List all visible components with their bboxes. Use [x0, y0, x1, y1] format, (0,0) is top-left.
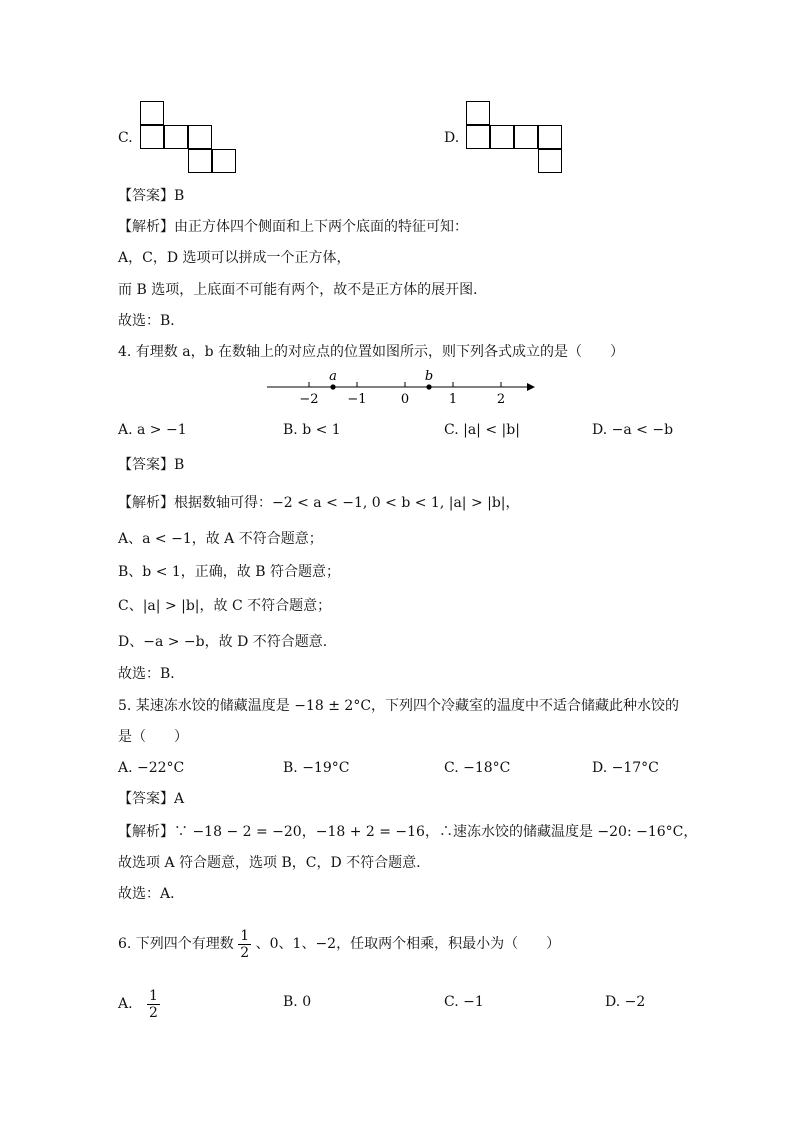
q4-analysis: 【解析】根据数轴可得：−2 < a < −1, 0 < b < 1, |a| > |b|，	[118, 495, 520, 511]
q5-conclusion: 故选：A．	[118, 886, 185, 902]
fraction-denominator: 2	[149, 1004, 158, 1021]
net-square	[514, 125, 538, 149]
q4-conclusion: 故选：B．	[118, 666, 185, 682]
q6-option-d: D. −2	[605, 994, 646, 1010]
q4-analysis-c: C、|a| > |b|，故 C 不符合题意；	[118, 598, 332, 614]
number-line-tick-label: 0	[400, 392, 410, 407]
number-line-arrow	[527, 383, 535, 391]
q4-answer: 【答案】B	[118, 457, 185, 473]
q5-analysis-line-2: 故选项 A 符合题意，选项 B，C，D 不符合题意.	[118, 855, 421, 871]
q6-stem-suffix: 、0、1、−2，任取两个相乘，积最小为（ ）	[255, 936, 561, 952]
net-square	[164, 125, 188, 149]
net-square	[490, 125, 514, 149]
q6-option-b: B. 0	[283, 994, 312, 1010]
q4-option-d: D. −a < −b	[592, 422, 674, 438]
option-c-label: C.	[118, 130, 133, 146]
q6-option-c: C. −1	[444, 994, 484, 1010]
q3-conclusion: 故选：B．	[118, 313, 185, 329]
q3-analysis: 【解析】由正方体四个侧面和上下两个底面的特征可知：	[118, 219, 468, 235]
q4-analysis-a: A、a < −1，故 A 不符合题意；	[118, 531, 323, 547]
q5-answer: 【答案】A	[118, 791, 185, 807]
number-line-tick-label: 1	[448, 392, 458, 407]
net-square	[212, 149, 236, 173]
cube-net-d	[466, 101, 566, 175]
q4-option-a: A. a > −1	[118, 422, 187, 438]
q5-option-c: C. −18°C	[444, 760, 511, 776]
q6-option-a	[118, 986, 160, 1022]
fraction-one-half	[147, 988, 160, 1021]
net-square	[538, 149, 562, 173]
q4-option-b: B. b < 1	[283, 422, 341, 438]
number-line-tick-label: −1	[347, 392, 367, 407]
q5-option-d: D. −17°C	[592, 760, 659, 776]
fraction-denominator: 2	[240, 944, 250, 961]
q5-stem: 5. 某速冻水饺的储藏温度是 −18 ± 2°C，下列四个冷藏室的温度中不适合储藏此种水饺的	[118, 698, 680, 714]
q3-answer: 【答案】B	[118, 188, 185, 204]
q3-analysis-line-3: 而 B 选项，上底面不可能有两个，故不是正方体的展开图．	[118, 282, 488, 298]
number-line	[255, 362, 540, 408]
point-a-label: a	[329, 369, 337, 384]
q6-stem-prefix: 6. 下列四个有理数	[118, 936, 234, 952]
fraction-numerator: 1	[149, 987, 158, 1004]
fraction-numerator: 1	[240, 927, 250, 944]
net-square	[140, 101, 164, 125]
net-square	[538, 125, 562, 149]
q4-option-c: C. |a| < |b|	[444, 422, 520, 438]
q5-option-b: B. −19°C	[283, 760, 350, 776]
point-b-dot	[426, 384, 431, 389]
q5-stem-line-2: 是（ ）	[118, 729, 188, 745]
fraction-one-half	[238, 928, 251, 961]
option-d-label: D.	[444, 130, 460, 146]
q4-analysis-d: D、−a > −b，故 D 不符合题意.	[118, 634, 328, 650]
number-line-tick-label: −2	[299, 392, 319, 407]
q6-option-a-label: A.	[118, 996, 133, 1012]
q5-analysis: 【解析】∵ −18 − 2 = −20，−18 + 2 = −16，∴速冻水饺的储藏温度是 −20: −16°C，	[118, 824, 698, 840]
net-square	[188, 125, 212, 149]
net-square	[466, 125, 490, 149]
q4-stem: 4. 有理数 a，b 在数轴上的对应点的位置如图所示，则下列各式成立的是（ ）	[118, 344, 625, 360]
net-square	[140, 125, 164, 149]
number-line-tick-label: 2	[496, 392, 506, 407]
q3-analysis-line-2: A，C，D 选项可以拼成一个正方体，	[118, 250, 351, 266]
net-square	[188, 149, 212, 173]
cube-net-c	[140, 101, 240, 175]
point-a-dot	[330, 384, 335, 389]
q4-analysis-b: B、b < 1，正确，故 B 符合题意；	[118, 564, 340, 580]
q5-option-a: A. −22°C	[118, 760, 185, 776]
point-b-label: b	[424, 369, 434, 384]
net-square	[466, 101, 490, 125]
q6-stem	[118, 926, 560, 966]
